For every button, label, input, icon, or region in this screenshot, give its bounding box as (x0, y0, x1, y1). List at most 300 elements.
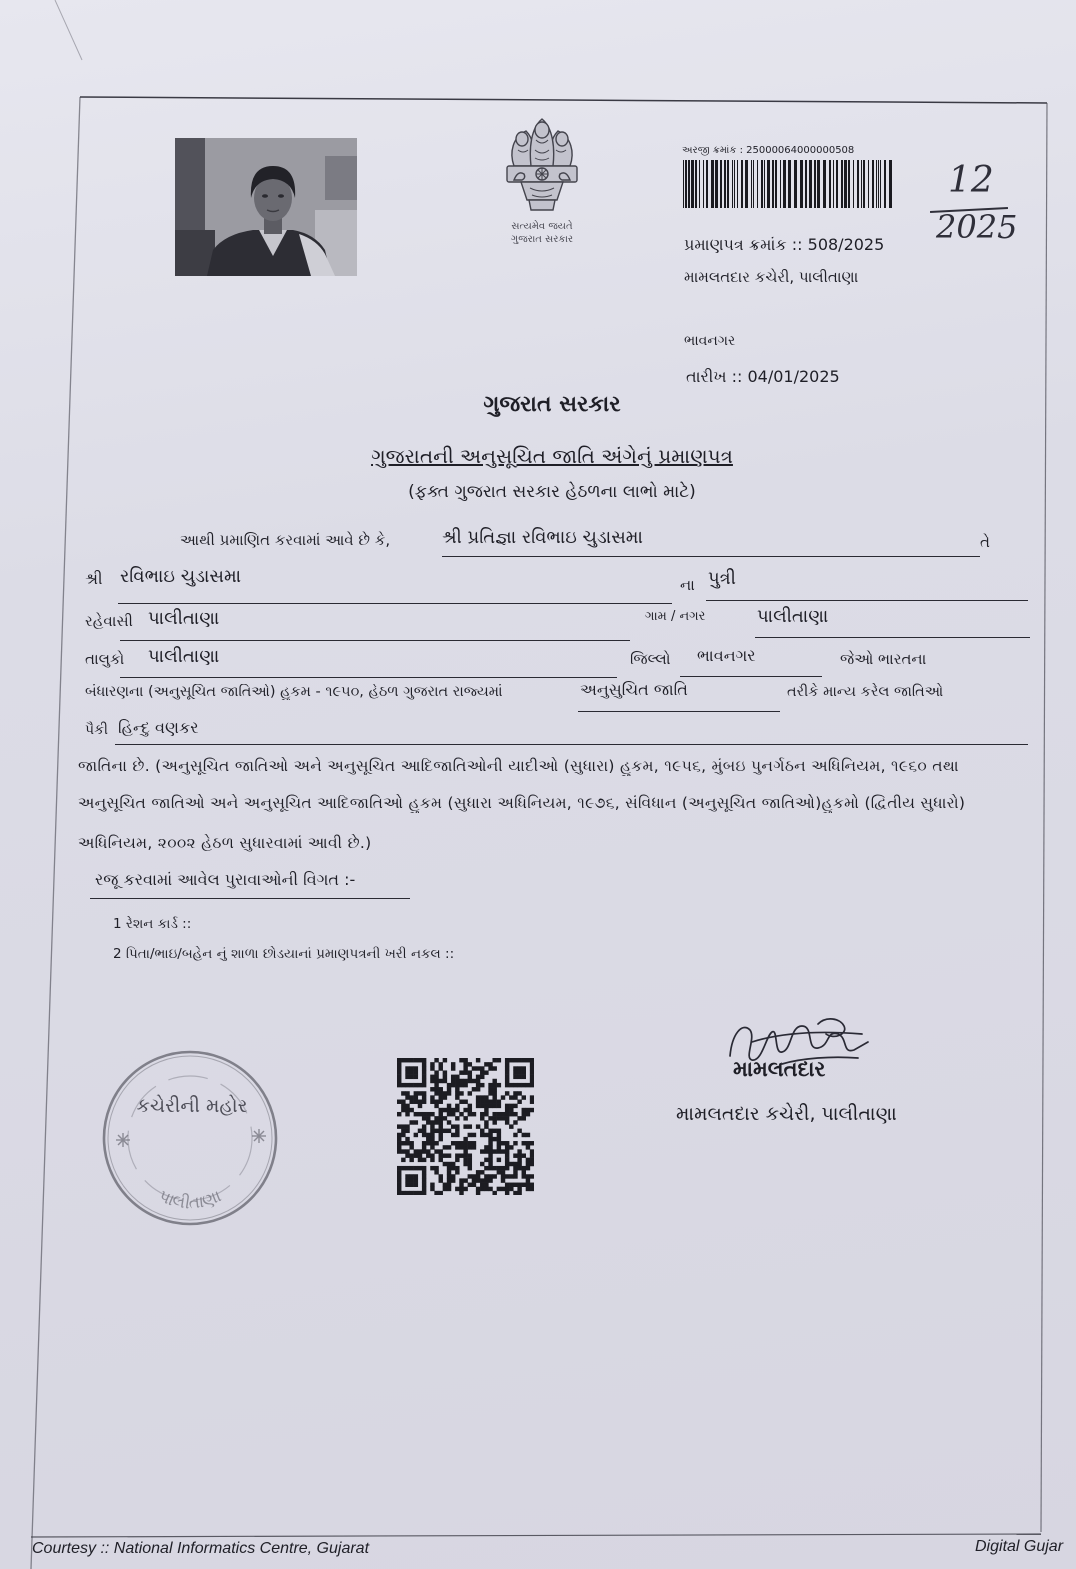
qr-module (434, 1091, 438, 1095)
barcode-bar (695, 160, 697, 208)
qr-module (434, 1058, 438, 1062)
qr-module (463, 1141, 467, 1145)
qr-module (414, 1133, 418, 1137)
qr-module (509, 1095, 513, 1099)
qr-module (497, 1158, 501, 1162)
qr-module (526, 1083, 530, 1087)
qr-module (439, 1066, 443, 1070)
qr-module (455, 1108, 459, 1112)
qr-module (526, 1178, 530, 1182)
qr-module (517, 1058, 521, 1062)
barcode-bar (880, 160, 881, 208)
barcode-bar (734, 160, 735, 208)
qr-module (455, 1166, 459, 1170)
qr-module (405, 1058, 409, 1062)
qr-module (397, 1191, 401, 1195)
qr-module (530, 1158, 534, 1162)
qr-module (459, 1178, 463, 1182)
qr-module (484, 1166, 488, 1170)
qr-module (405, 1174, 409, 1178)
barcode-bar (706, 160, 708, 208)
handwritten-year: 2025 (936, 208, 1018, 246)
qr-module (505, 1062, 509, 1066)
qr-module (526, 1108, 530, 1112)
taluka: પાલીતાણા (148, 646, 220, 667)
qr-module (501, 1141, 505, 1145)
qr-module (443, 1145, 447, 1149)
qr-module (488, 1116, 492, 1120)
qr-module (439, 1174, 443, 1178)
qr-module (468, 1183, 472, 1187)
applicant-photo (175, 138, 357, 276)
handwritten-number: 12 (948, 160, 994, 201)
qr-module (484, 1104, 488, 1108)
qr-module (505, 1104, 509, 1108)
qr-module (530, 1079, 534, 1083)
qr-module (409, 1158, 413, 1162)
who-label: જેઓ ભારતના (840, 650, 927, 668)
qr-module (463, 1145, 467, 1149)
qr-module (480, 1162, 484, 1166)
qr-module (463, 1062, 467, 1066)
qr-module (530, 1149, 534, 1153)
barcode-bar (805, 160, 807, 208)
qr-module (497, 1133, 501, 1137)
barcode-bar (863, 160, 865, 208)
qr-module (463, 1058, 467, 1062)
certificate-number-value: 508/2025 (807, 235, 885, 254)
qr-module (409, 1178, 413, 1182)
qr-module (430, 1153, 434, 1157)
qr-module (434, 1079, 438, 1083)
qr-module (530, 1095, 534, 1099)
qr-module (447, 1187, 451, 1191)
qr-module (530, 1062, 534, 1066)
qr-module (405, 1166, 409, 1170)
barcode-bar (703, 160, 704, 208)
certificate-title: ગુજરાતની અનુસૂચિત જાતિ અંગેનું પ્રમાણપત્ર (371, 444, 733, 468)
qr-module (497, 1137, 501, 1141)
qr-module (501, 1166, 505, 1170)
qr-module (439, 1137, 443, 1141)
qr-module (522, 1066, 526, 1070)
qr-module (447, 1104, 451, 1108)
qr-module (468, 1104, 472, 1108)
qr-module (414, 1191, 418, 1195)
qr-module (443, 1079, 447, 1083)
qr-module (472, 1066, 476, 1070)
qr-module (451, 1062, 455, 1066)
qr-module (501, 1112, 505, 1116)
qr-module (488, 1087, 492, 1091)
qr-module (443, 1070, 447, 1074)
qr-module (451, 1162, 455, 1166)
qr-module (522, 1183, 526, 1187)
barcode-bar (751, 160, 752, 208)
qr-module (451, 1108, 455, 1112)
qr-module (526, 1183, 530, 1187)
barcode-bar (711, 160, 714, 208)
applicant-name-field (442, 527, 980, 557)
qr-module (414, 1091, 418, 1095)
qr-module (505, 1145, 509, 1149)
qr-module (484, 1095, 488, 1099)
qr-module (530, 1162, 534, 1166)
qr-module (409, 1145, 413, 1149)
qr-module (492, 1129, 496, 1133)
caste-field (115, 718, 1028, 745)
qr-module (492, 1116, 496, 1120)
qr-module (526, 1058, 530, 1062)
qr-module (505, 1083, 509, 1087)
qr-module (492, 1083, 496, 1087)
qr-module (513, 1120, 517, 1124)
qr-module (522, 1153, 526, 1157)
list-item (113, 946, 454, 962)
barcode-bar (889, 160, 892, 208)
qr-module (484, 1112, 488, 1116)
qr-module (434, 1104, 438, 1108)
qr-module (476, 1087, 480, 1091)
qr-module (455, 1075, 459, 1079)
qr-module (401, 1166, 405, 1170)
qr-module (505, 1153, 509, 1157)
qr-module (497, 1129, 501, 1133)
barcode-bar (853, 160, 854, 208)
qr-module (418, 1166, 422, 1170)
qr-module (505, 1091, 509, 1095)
qr-module (472, 1133, 476, 1137)
qr-module (472, 1112, 476, 1116)
barcode-bar (841, 160, 843, 208)
barcode-bar (732, 160, 733, 208)
qr-module (459, 1153, 463, 1157)
qr-module (484, 1149, 488, 1153)
qr-module (513, 1095, 517, 1099)
qr-module (414, 1100, 418, 1104)
qr-module (430, 1187, 434, 1191)
qr-module (468, 1108, 472, 1112)
qr-module (509, 1145, 513, 1149)
seal-star-icon (116, 1133, 130, 1147)
qr-module (468, 1133, 472, 1137)
qr-module (492, 1112, 496, 1116)
among-label: પૈકી (85, 722, 108, 738)
qr-module (426, 1120, 430, 1124)
qr-module (439, 1133, 443, 1137)
parent-name-field (118, 566, 672, 604)
qr-module (468, 1162, 472, 1166)
barcode-bar (724, 160, 726, 208)
barcode-bar (857, 160, 859, 208)
qr-module (447, 1170, 451, 1174)
qr-module (422, 1112, 426, 1116)
barcode-bar (761, 160, 763, 208)
caste: હિન્દુ વણકર (118, 718, 199, 737)
qr-module (509, 1108, 513, 1112)
qr-module (517, 1100, 521, 1104)
qr-module (443, 1162, 447, 1166)
qr-module (530, 1083, 534, 1087)
qr-module (422, 1058, 426, 1062)
footer-digital-gujarat: Digital Gujar (975, 1538, 1064, 1555)
qr-module (418, 1149, 422, 1153)
qr-module (480, 1075, 484, 1079)
qr-module (455, 1129, 459, 1133)
list-item-text: પિતા/ભાઇ/બહેન નું શાળા છોડયાનાં પ્રમાણપત્રની ખરી નકલ :: (125, 946, 455, 962)
barcode-bar (833, 160, 834, 208)
qr-module (422, 1187, 426, 1191)
qr-module (463, 1070, 467, 1074)
village: પાલીતાણા (757, 606, 829, 627)
qr-module (492, 1095, 496, 1099)
qr-module (430, 1120, 434, 1124)
list-item-number: 1 (113, 916, 122, 932)
qr-module (505, 1079, 509, 1083)
footer-courtesy: Courtesy :: National Informatics Centre, Gujarat (32, 1540, 370, 1557)
qr-module (397, 1178, 401, 1182)
qr-module (397, 1174, 401, 1178)
qr-module (480, 1066, 484, 1070)
district-field (680, 646, 822, 677)
qr-module (405, 1091, 409, 1095)
qr-module (459, 1100, 463, 1104)
qr-module (505, 1166, 509, 1170)
qr-module (480, 1100, 484, 1104)
qr-module (439, 1100, 443, 1104)
qr-module (443, 1075, 447, 1079)
qr-module (397, 1066, 401, 1070)
qr-module (451, 1141, 455, 1145)
issue-date-value: 04/01/2025 (747, 367, 840, 386)
qr-module (513, 1166, 517, 1170)
qr-module (405, 1075, 409, 1079)
qr-module (405, 1104, 409, 1108)
qr-module (409, 1191, 413, 1195)
qr-module (405, 1141, 409, 1145)
qr-module (447, 1153, 451, 1157)
qr-module (509, 1124, 513, 1128)
qr-module (468, 1153, 472, 1157)
qr-module (492, 1120, 496, 1124)
qr-module (505, 1183, 509, 1187)
qr-module (434, 1149, 438, 1153)
qr-module (488, 1137, 492, 1141)
qr-module (480, 1070, 484, 1074)
qr-module (468, 1166, 472, 1170)
qr-module (401, 1133, 405, 1137)
barcode-bar (764, 160, 765, 208)
qr-module (418, 1153, 422, 1157)
qr-module (484, 1062, 488, 1066)
qr-module (401, 1100, 405, 1104)
qr-module (447, 1091, 451, 1095)
qr-module (418, 1104, 422, 1108)
qr-module (414, 1112, 418, 1116)
qr-module (401, 1091, 405, 1095)
barcode-bar (872, 160, 874, 208)
qr-module (488, 1133, 492, 1137)
qr-module (517, 1083, 521, 1087)
barcode-bar (753, 160, 754, 208)
qr-module (513, 1162, 517, 1166)
qr-module (488, 1178, 492, 1182)
qr-module (405, 1112, 409, 1116)
qr-module (501, 1149, 505, 1153)
qr-module (418, 1100, 422, 1104)
qr-module (414, 1174, 418, 1178)
qr-module (526, 1174, 530, 1178)
qr-module (397, 1079, 401, 1083)
qr-module (522, 1075, 526, 1079)
qr-module (422, 1141, 426, 1145)
barcode-bar (814, 160, 816, 208)
qr-module (497, 1083, 501, 1087)
qr-module (418, 1191, 422, 1195)
qr-module (439, 1124, 443, 1128)
barcode-bar (741, 160, 743, 208)
qr-module (443, 1129, 447, 1133)
qr-module (455, 1133, 459, 1137)
qr-module (434, 1116, 438, 1120)
qr-module (488, 1062, 492, 1066)
qr-module (434, 1075, 438, 1079)
barcode-bar (772, 160, 774, 208)
qr-module (509, 1058, 513, 1062)
qr-module (397, 1070, 401, 1074)
qr-module (488, 1066, 492, 1070)
qr-module (447, 1112, 451, 1116)
barcode-bar (809, 160, 812, 208)
barcode-bar (767, 160, 770, 208)
qr-module (484, 1174, 488, 1178)
qr-module (422, 1183, 426, 1187)
qr-module (530, 1153, 534, 1157)
barcode-bar (757, 160, 758, 208)
qr-module (468, 1141, 472, 1145)
barcode-bar (794, 160, 797, 208)
district-label: જિલ્લો (630, 650, 671, 668)
qr-module (526, 1187, 530, 1191)
qr-module (513, 1058, 517, 1062)
qr-module (526, 1162, 530, 1166)
qr-module (517, 1158, 521, 1162)
qr-module (505, 1112, 509, 1116)
qr-module (484, 1108, 488, 1112)
qr-module (401, 1129, 405, 1133)
qr-module (463, 1178, 467, 1182)
qr-module (397, 1137, 401, 1141)
qr-module (401, 1083, 405, 1087)
qr-module (501, 1170, 505, 1174)
qr-module (422, 1062, 426, 1066)
barcode-bar (800, 160, 803, 208)
qr-module (468, 1124, 472, 1128)
qr-module (418, 1083, 422, 1087)
barcode-bar (775, 160, 777, 208)
qr-module (447, 1108, 451, 1112)
qr-module (451, 1133, 455, 1137)
qr-module (405, 1149, 409, 1153)
qr-module (497, 1149, 501, 1153)
qr-module (530, 1075, 534, 1079)
qr-module (439, 1178, 443, 1182)
qr-module (463, 1162, 467, 1166)
qr-module (447, 1183, 451, 1187)
qr-module (397, 1075, 401, 1079)
qr-module (509, 1187, 513, 1191)
qr-module (492, 1149, 496, 1153)
qr-module (501, 1187, 505, 1191)
qr-module (522, 1058, 526, 1062)
qr-module (530, 1141, 534, 1145)
qr-module (451, 1166, 455, 1170)
qr-module (501, 1178, 505, 1182)
qr-module (530, 1066, 534, 1070)
qr-module (513, 1153, 517, 1157)
application-number-label: અરજી ક્રમાંક : (682, 145, 743, 156)
qr-module (439, 1091, 443, 1095)
qr-module (488, 1145, 492, 1149)
evidence-heading-text: રજૂ કરવામાં આવેલ પુરાવાઓની વિગત :- (95, 870, 356, 889)
qr-module (439, 1108, 443, 1112)
qr-module (451, 1066, 455, 1070)
qr-module (443, 1183, 447, 1187)
qr-module (422, 1170, 426, 1174)
qr-module (439, 1191, 443, 1195)
qr-module (492, 1191, 496, 1195)
qr-module (488, 1174, 492, 1178)
qr-module (488, 1083, 492, 1087)
qr-module (447, 1174, 451, 1178)
barcode-bar (844, 160, 847, 208)
qr-module (434, 1070, 438, 1074)
qr-module (434, 1170, 438, 1174)
qr-module (443, 1095, 447, 1099)
qr-module (476, 1066, 480, 1070)
qr-module (455, 1145, 459, 1149)
qr-module (509, 1112, 513, 1116)
qr-module (397, 1149, 401, 1153)
applicant-name: શ્રી પ્રતિજ્ઞા રવિભાઇ ચુડાસમા (442, 527, 643, 548)
qr-code (397, 1058, 534, 1195)
qr-module (405, 1153, 409, 1157)
qr-module (463, 1083, 467, 1087)
qr-module (492, 1174, 496, 1178)
barcode-bar (737, 160, 738, 208)
qr-module (517, 1166, 521, 1170)
qr-module (414, 1066, 418, 1070)
qr-module (468, 1174, 472, 1178)
parent-name: રવિભાઇ ચુડાસમા (120, 566, 242, 587)
qr-module (513, 1104, 517, 1108)
qr-module (513, 1066, 517, 1070)
barcode-bar (868, 160, 869, 208)
qr-module (497, 1166, 501, 1170)
qr-module (501, 1095, 505, 1099)
qr-module (434, 1141, 438, 1145)
qr-module (497, 1145, 501, 1149)
qr-module (463, 1116, 467, 1120)
qr-module (439, 1149, 443, 1153)
qr-module (447, 1087, 451, 1091)
qr-module (472, 1079, 476, 1083)
qr-module (422, 1079, 426, 1083)
qr-module (401, 1158, 405, 1162)
qr-module (488, 1187, 492, 1191)
barcode-bar (823, 160, 826, 208)
qr-module (455, 1141, 459, 1145)
